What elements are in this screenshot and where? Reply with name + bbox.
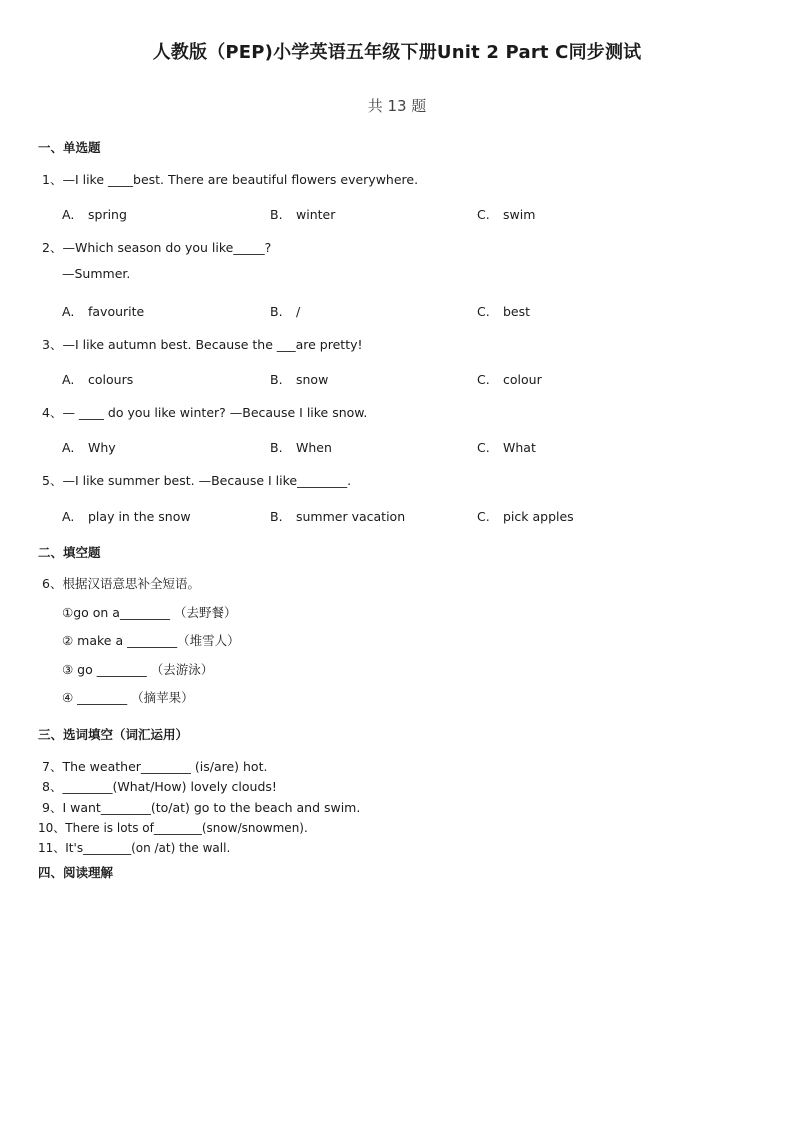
option-text: summer vacation [296,509,406,524]
option-text: When [296,440,332,455]
option-3a [62,372,133,387]
option-letter: C. [477,304,490,319]
option-letter: C. [477,509,490,524]
option-letter: A. [62,509,75,524]
question-number: 2、 [42,240,63,255]
question-10: 10、There is lots of________(snow/snowmen). [38,821,308,835]
option-letter: A. [62,372,75,387]
question-4 [42,403,367,421]
option-text: colours [88,372,134,387]
fill-item-1: ①go on a________ （去野餐） [62,605,237,620]
question-text: — ____ do you like winter? —Because I like snow. [62,405,368,420]
question-7: 7、The weather________ (is/are) hot. [42,759,268,774]
option-5a [62,509,191,524]
question-text: —I like summer best. —Because I like________. [62,473,352,488]
question-number: 4、 [42,405,63,420]
option-1c [477,207,535,222]
option-letter: B. [270,440,283,455]
option-text: / [296,304,301,319]
fill-item-4: ④ ________ （摘苹果） [62,690,194,705]
question-text: —I like autumn best. Because the ___are pretty! [62,337,363,352]
page-title: 人教版（PEP)小学英语五年级下册Unit 2 Part C同步测试 [152,42,642,63]
question-9: 9、I want________(to/at) go to the beach and swim. [42,800,361,815]
option-5c [477,509,574,524]
question-text: —Which season do you like_____? [62,240,272,255]
section-heading-word-choice: 三、选词填空（词汇运用） [38,727,189,742]
question-11: 11、It's________(on /at) the wall. [38,841,231,855]
question-number: 3、 [42,337,63,352]
option-letter: B. [270,304,283,319]
question-count: 共 13 题 [367,97,427,115]
fill-item-2: ② make a ________（堆雪人） [62,633,240,648]
option-text: snow [296,372,329,387]
option-text: play in the snow [88,509,191,524]
question-text: —I like ____best. There are beautiful flowers everywhere. [62,172,419,187]
option-2b [270,304,300,319]
option-text: spring [88,207,127,222]
option-letter: C. [477,372,490,387]
question-2 [42,238,271,256]
question-5 [42,471,351,489]
section-heading-fill-blank: 二、填空题 [38,545,101,560]
option-letter: B. [270,372,283,387]
option-letter: B. [270,207,283,222]
option-letter: B. [270,509,283,524]
option-1a [62,207,127,222]
option-4b [270,440,332,455]
option-5b [270,509,405,524]
question-6 [42,574,200,592]
fill-item-3: ③ go ________ （去游泳） [62,662,214,677]
option-4a [62,440,116,455]
question-text: 根据汉语意思补全短语。 [62,576,200,591]
option-letter: A. [62,304,75,319]
option-letter: A. [62,207,75,222]
option-text: Why [88,440,116,455]
question-number: 6、 [42,576,63,591]
option-1b [270,207,335,222]
option-2c [477,304,530,319]
section-heading-reading: 四、阅读理解 [38,865,114,880]
option-text: swim [503,207,536,222]
option-text: What [503,440,536,455]
question-3 [42,335,363,353]
question-2-answer-line: —Summer. [62,266,131,281]
question-1 [42,170,418,188]
option-letter: A. [62,440,75,455]
option-2a [62,304,144,319]
option-letter: C. [477,207,490,222]
option-letter: C. [477,440,490,455]
option-4c [477,440,536,455]
question-8: 8、________(What/How) lovely clouds! [42,779,277,794]
question-number: 1、 [42,172,63,187]
question-number: 5、 [42,473,63,488]
section-heading-single-choice: 一、单选题 [38,140,101,155]
option-text: winter [296,207,336,222]
option-text: pick apples [503,509,574,524]
option-text: best [503,304,531,319]
option-text: colour [503,372,542,387]
option-3c [477,372,542,387]
option-3b [270,372,328,387]
option-text: favourite [88,304,145,319]
